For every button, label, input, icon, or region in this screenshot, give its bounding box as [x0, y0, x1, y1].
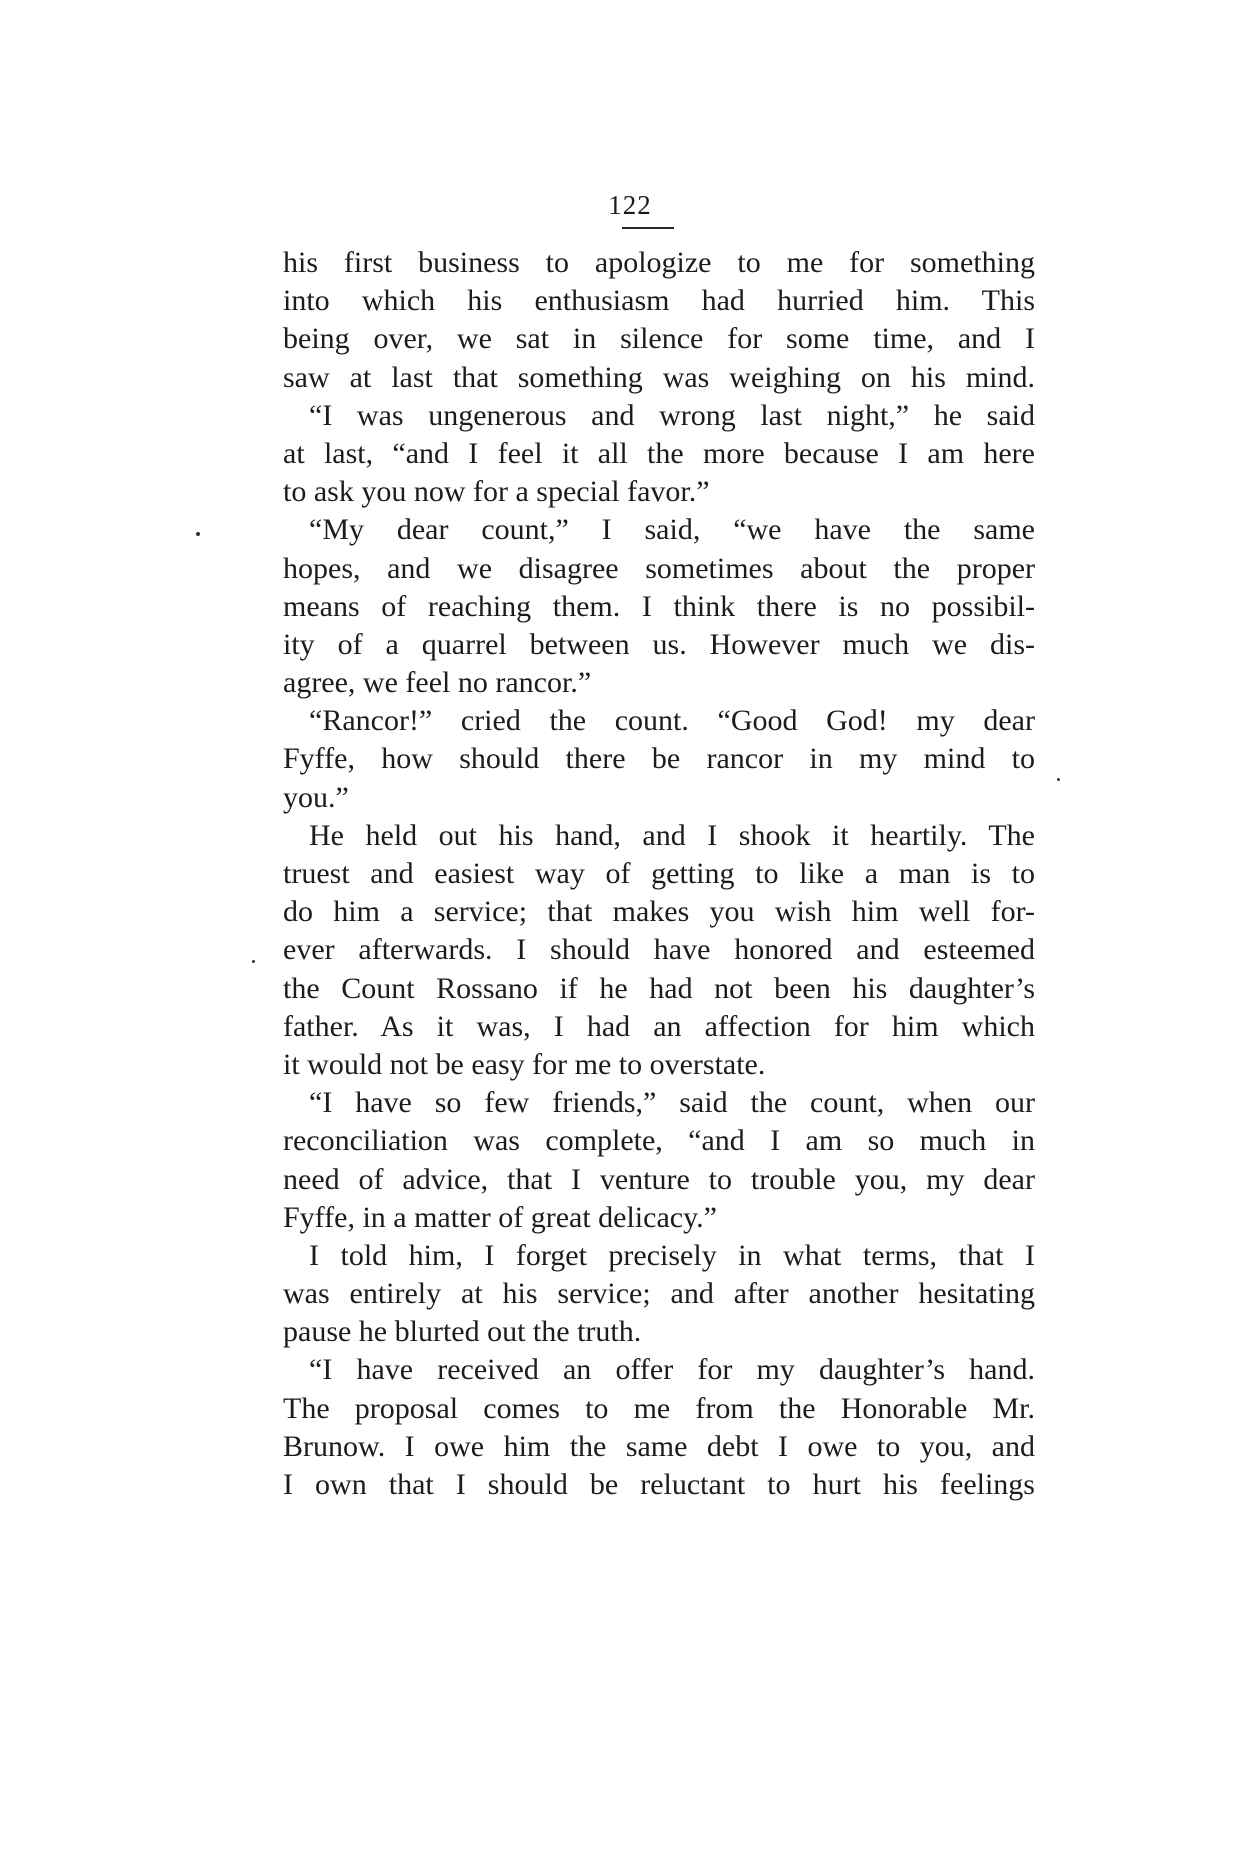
text-line: He held out his hand, and I shook it heartily. The [309, 818, 1035, 852]
text-line: to ask you now for a special favor.” [283, 475, 710, 509]
text-line: you.” [283, 780, 349, 814]
text-line: I own that I should be reluctant to hurt his feelings [283, 1468, 1035, 1501]
ink-speck [1057, 778, 1060, 781]
page-number-rule [622, 227, 674, 229]
body-text [283, 244, 1035, 1504]
text-line: “I was ungenerous and wrong last night,” he said [309, 398, 1035, 432]
text-line: ever afterwards. I should have honored and esteemed [283, 933, 1035, 967]
text-line: Fyffe, in a matter of great delicacy.” [283, 1200, 717, 1234]
text-line: into which his enthusiasm had hurried him. This [283, 284, 1035, 318]
text-line: Fyffe, how should there be rancor in my mind to [283, 742, 1035, 776]
text-line: do him a service; that makes you wish him well for- [283, 895, 1035, 929]
text-line: means of reaching them. I think there is no possibil- [283, 589, 1035, 623]
text-line: his first business to apologize to me for something [283, 246, 1035, 279]
text-line: I told him, I forget precisely in what terms, that I [309, 1238, 1035, 1272]
page-number: 122 [608, 190, 652, 220]
ink-speck [252, 960, 255, 963]
text-line: truest and easiest way of getting to like a man is to [283, 857, 1035, 890]
ink-speck [196, 532, 200, 536]
text-line: agree, we feel no rancor.” [283, 666, 592, 700]
text-line: “My dear count,” I said, “we have the same [309, 513, 1035, 547]
text-line: the Count Rossano if he had not been his daughter’s [283, 971, 1035, 1005]
text-line: pause he blurted out the truth. [283, 1315, 642, 1349]
text-line: “Rancor!” cried the count. “Good God! my dear [309, 704, 1035, 738]
text-line: father. As it was, I had an affection for him which [283, 1009, 1035, 1043]
text-line: “I have so few friends,” said the count, when our [309, 1086, 1035, 1120]
text-line: need of advice, that I venture to trouble you, my dear [283, 1162, 1035, 1196]
text-line: The proposal comes to me from the Honorable Mr. [283, 1391, 1035, 1425]
text-line: being over, we sat in silence for some time, and I [283, 322, 1035, 356]
text-line: saw at last that something was weighing on his mind. [283, 360, 1035, 394]
text-line: was entirely at his service; and after another hesitating [283, 1277, 1035, 1311]
text-line: hopes, and we disagree sometimes about the proper [283, 551, 1035, 585]
text-line: ity of a quarrel between us. However much we dis- [283, 627, 1035, 661]
text-line: “I have received an offer for my daughter’s hand. [309, 1353, 1035, 1387]
text-line: at last, “and I feel it all the more because I am here [283, 436, 1035, 470]
text-line: Brunow. I owe him the same debt I owe to you, and [283, 1429, 1035, 1463]
text-line: reconciliation was complete, “and I am so much in [283, 1124, 1035, 1158]
text-line: it would not be easy for me to overstate. [283, 1047, 766, 1081]
